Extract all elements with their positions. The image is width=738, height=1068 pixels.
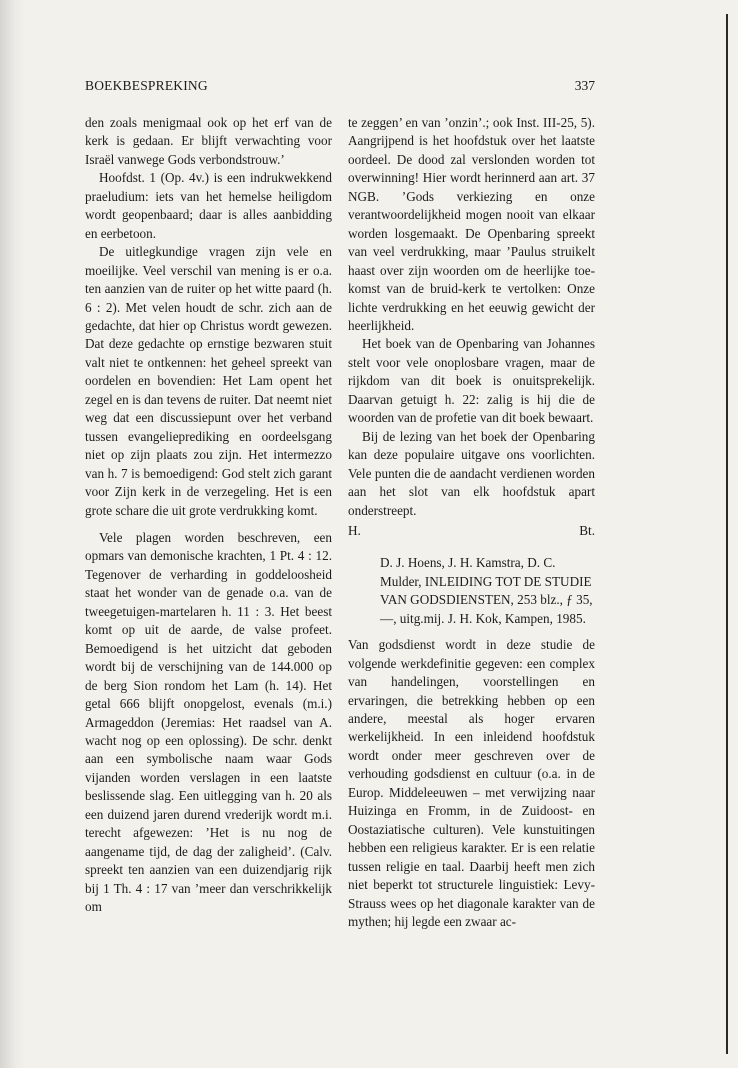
page-header xyxy=(85,78,595,98)
paragraph: De uitlegkundige vragen zijn vele en moeilijke. Veel verschil van mening is er o.a. ten aanzien van de ruiter op het witte paard (h. 6 : 2). Met velen houdt de schr. zich aan de gedachte, dat hier op Christus wordt gewezen. Dat deze gedachte op ernstige bezwaren stuit valt niet te ontkennen: het geheel spreekt van oordelen en bovendien: Het Lam opent het zegel en is dan tevens de ruiter. Dat neemt niet weg dat een discussiepunt over het verband tussen evangelieprediking en oordeelsgang niet op zijn plaats zou zijn. Het intermezzo van h. 7 is bemoedigend: God stelt zich garant voor Zijn kerk in de verzegeling. Het is een grote schare die uit grote verdrukking komt. xyxy=(85,244,332,518)
running-head: BOEKBESPREKING xyxy=(85,78,208,93)
right-column xyxy=(348,114,595,931)
signature-reviewer: Bt. xyxy=(579,522,595,538)
citation-details: 253 blz., ƒ 35,—, uitg.mij. J. H. Kok, Kampen, 1985. xyxy=(380,592,593,626)
scan-right-edge-line xyxy=(726,14,728,1054)
citation-authors: D. J. Hoens, J. H. Kamstra, D. C. Mulder, xyxy=(380,555,556,589)
book-citation xyxy=(380,554,595,628)
scan-left-edge-shadow xyxy=(0,0,26,1068)
paragraph: Hoofdst. 1 (Op. 4v.) is een indrukwekkend praeludium: iets van het hemelse heiligdom wordt geopenbaard; daar is alles aanbidding en eerbetoon. xyxy=(85,170,332,241)
left-column xyxy=(85,114,332,916)
citation-title: INLEIDING TOT DE STUDIE VAN GODSDIENSTEN, xyxy=(380,573,592,608)
page-number: 337 xyxy=(574,78,595,93)
paragraph: Vele plagen worden beschreven, een opmars van demonische krachten, 1 Pt. 4 : 12. Tegenover de verharding in goddeloosheid staat het wonder van de genade o.a. van de tweegetuigen-martelaren h. 11 : 3. Het beest komt op uit de aarde, de valse profeet. Bemoedigend is het uitzicht dat geboden wordt bij de verschijning van de 144.000 op de berg Sion rondom het Lam (h. 14). Het getal 666 blijft onopgelost, evenals (m.i.) Armageddon (Jeremias: Het raadsel van A. wacht nog op een oplossing). De schr. denkt aan een symbolische naam waar Gods vijanden worden verslagen in een laatste beslissende slag. Een uitlegging van h. 20 als een duizend jaren durend vrederijk wordt m.i. terecht afgewezen: ’Het is nu nog de aangename tijd, de dag der zaligheid’. (Calv. spreekt ten aanzien van een duizendjarig rijk bij 1 Th. 4 : 17 van ’meer dan verschrikkelijk om xyxy=(85,529,332,915)
paragraph: den zoals menigmaal ook op het erf van de kerk is gedaan. Er blijft verwachting voor Israël vanwege Gods verbondstrouw.’ xyxy=(85,115,332,167)
paragraph: Het boek van de Openbaring van Johannes stelt voor vele onoplosbare vragen, maar de rijkdom van dit boek is onuitsprekelijk. Daarvan getuigt h. 22: zalig is hij die de woorden van de profetie van dit boek bewaart. xyxy=(348,336,595,426)
paragraph: Bij de lezing van het boek der Openbaring kan deze populaire uitgave ons voorlichten. Vele punten die de aandacht verdienen worden aan het slot van elk hoofdstuk apart onderstreept. xyxy=(348,428,595,518)
signature-initial: H. xyxy=(348,522,361,538)
review-signature xyxy=(348,522,595,540)
paragraph: Van godsdienst wordt in deze studie de volgende werkdefinitie gegeven: een complex van handelingen, voorstellingen en ervaringen, die betrekking hebben op een andere, meestal als hoger ervaren werkelijkheid. In een inleidend hoofdstuk wordt onder meer geschreven over de verhouding godsdienst en cultuur (o.a. in de Europ. Middeleeuwen – met verwijzing naar Huizinga en Fromm, in de Zuidoost- en Oostaziatische culturen). Vele kunstuitingen hebben een religieus karakter. Er is een relatie tussen religie en taal. Daarbij heeft men zich niet beperkt tot structurele linguistiek: Levy-Strauss wees op het diagonale karakter van de mythen; hij legde een zwaar ac- xyxy=(348,637,595,930)
paragraph: te zeggen’ en van ’onzin’.; ook Inst. III-25, 5). Aangrijpend is het hoofdstuk over het laatste oordeel. De dood zal verslonden worden tot overwinning! Hier wordt herinnerd aan art. 37 NGB. ’Gods verkiezing en onze verantwoordelijkheid mogen nooit van elkaar worden losgemaakt. De Openbaring spreekt van veel verdrukking, maar ’Paulus struikelt haast over zijn woorden om de heerlijke toekomst van de bruid-kerk te vertolken: Onze lichte verdrukking en het eeuwig gewicht der heerlijkheid. xyxy=(348,115,595,333)
